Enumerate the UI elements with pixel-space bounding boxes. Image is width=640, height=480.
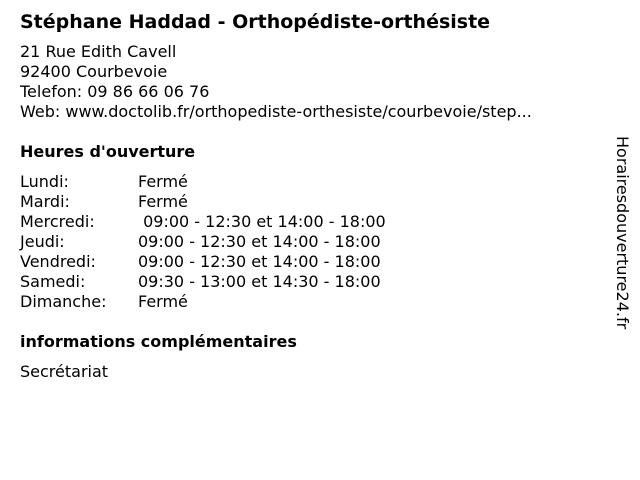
opening-hours-table [20,172,600,312]
day-label: Mardi: [20,192,70,211]
address-block [20,42,600,122]
day-hours: Fermé [138,192,188,211]
day-hours: 09:00 - 12:30 et 14:00 - 18:00 [138,252,381,271]
phone-number: Telefon: 09 86 66 06 76 [20,82,210,101]
page-title: Stéphane Haddad - Orthopédiste-orthésiste [20,11,491,33]
day-label: Mercredi: [20,212,95,231]
hours-row-thursday [20,232,600,252]
day-label: Vendredi: [20,252,96,271]
day-hours: 09:00 - 12:30 et 14:00 - 18:00 [138,212,386,231]
day-label: Samedi: [20,272,86,291]
additional-info-text: Secrétariat [20,362,109,381]
day-hours: Fermé [138,172,188,191]
hours-row-wednesday [20,212,600,232]
site-brand-vertical: Horairesdouverture24.fr [613,136,632,330]
day-label: Lundi: [20,172,69,191]
hours-row-monday [20,172,600,192]
hours-row-saturday [20,272,600,292]
street-address: 21 Rue Edith Cavell [20,42,177,61]
city-postal-code: 92400 Courbevoie [20,62,168,81]
additional-info-heading: informations complémentaires [20,332,297,351]
day-label: Jeudi: [20,232,65,251]
opening-hours-heading: Heures d'ouverture [20,142,196,161]
hours-row-tuesday [20,192,600,212]
day-label: Dimanche: [20,292,107,311]
day-hours: Fermé [138,292,188,311]
website-link[interactable]: Web: www.doctolib.fr/orthopediste-orthesiste/courbevoie/step... [20,102,532,121]
business-card [20,10,600,382]
hours-row-friday [20,252,600,272]
hours-row-sunday [20,292,600,312]
day-hours: 09:30 - 13:00 et 14:30 - 18:00 [138,272,381,291]
day-hours: 09:00 - 12:30 et 14:00 - 18:00 [138,232,381,251]
